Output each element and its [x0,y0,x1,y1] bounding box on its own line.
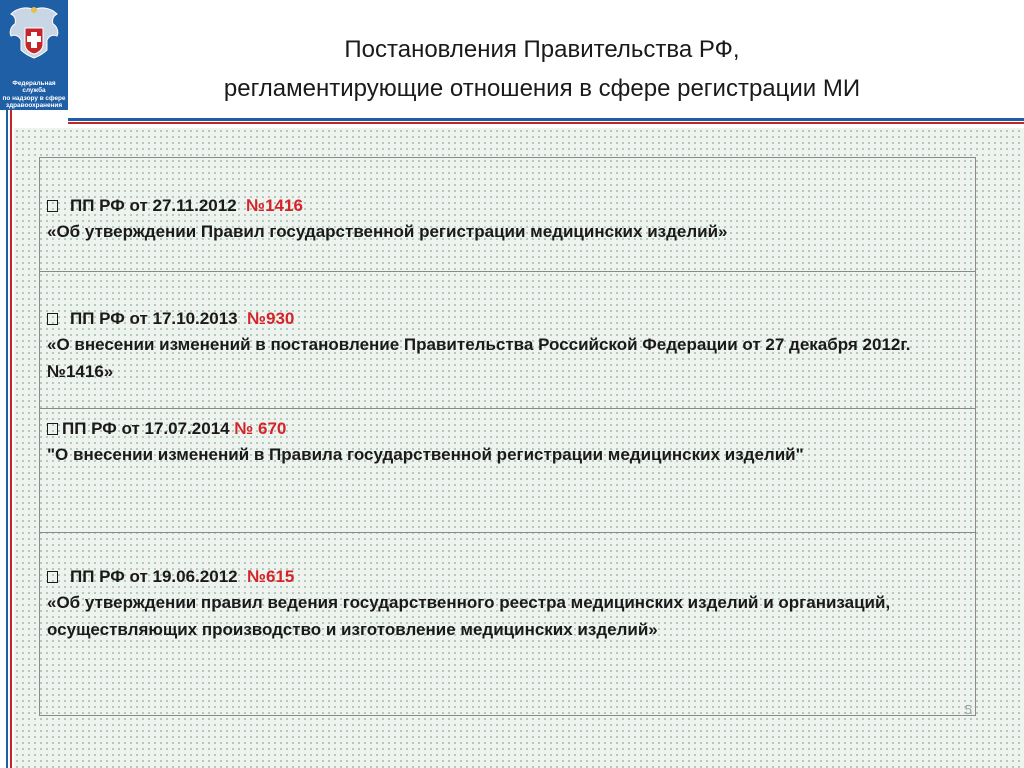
regulation-description: "О внесении изменений в Правила государственной регистрации медицинских изделий" [47,445,804,464]
logo-caption-line: по надзору в сфере [2,94,66,102]
regulation-entry [47,565,965,643]
logo-caption-line: Федеральная служба [12,80,56,95]
checkbox-bullet-icon [47,423,58,435]
regulation-description: «Об утверждении правил ведения государственного реестра медицинских изделий и организаций, осуществляющих производство и изготовление медицинских изделий» [47,593,891,639]
regulation-number: №615 [247,567,295,586]
side-rule-red [10,110,12,768]
table-row [40,272,975,409]
table-row [40,158,975,272]
page-title-line2: регламентирующие отношения в сфере регистрации МИ [223,75,861,102]
page-title [80,30,1004,108]
checkbox-bullet-icon [47,571,58,583]
regulation-heading [47,417,965,441]
checkbox-bullet-icon [47,313,58,325]
logo-caption-line: здравоохранения [5,102,63,110]
regulation-number: № 670 [234,419,287,438]
regulation-heading [47,194,965,218]
header-rule-red [68,122,1024,124]
regulation-number: №930 [247,309,295,328]
coat-of-arms-emblem-icon [7,4,61,66]
regulation-ref: ПП РФ от 17.07.2014 [62,419,230,438]
regulations-table [39,157,976,716]
table-row [40,533,975,717]
regulation-description: «Об утверждении Правил государственной регистрации медицинских изделий» [47,222,728,241]
regulation-heading [47,565,965,589]
logo-block [0,0,68,110]
regulation-entry [47,417,965,468]
regulation-entry [47,307,965,385]
table-row [40,409,975,533]
slide-page-number: 5 [964,702,972,717]
regulation-entry [47,194,965,245]
regulation-ref: ПП РФ от 19.06.2012 [70,567,238,586]
regulation-ref: ПП РФ от 17.10.2013 [70,309,238,328]
page-title-line1: Постановления Правительства РФ, [344,36,740,63]
logo-caption [0,80,68,110]
regulation-ref: ПП РФ от 27.11.2012 [70,196,237,215]
regulation-description: «О внесении изменений в постановление Правительства Российской Федерации от 27 декабря 2012г. №1416» [47,335,911,381]
regulation-number: №1416 [246,196,303,215]
checkbox-bullet-icon [47,200,58,212]
side-rule-blue [6,110,8,768]
header-rule-blue [68,118,1024,121]
regulation-heading [47,307,965,331]
